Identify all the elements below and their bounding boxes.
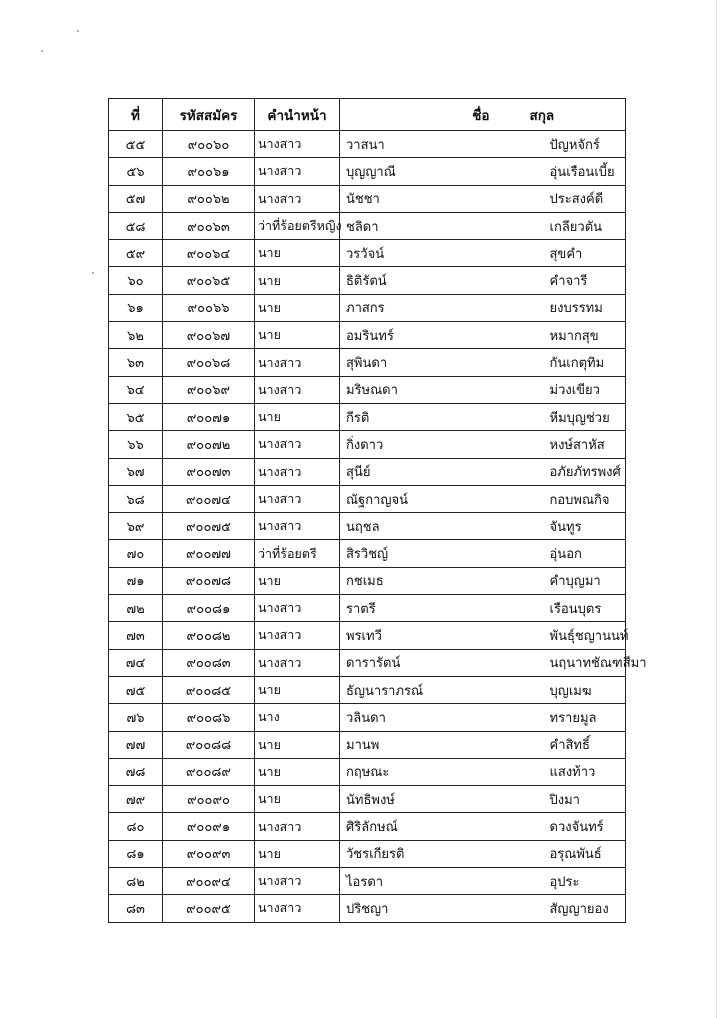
cell-no: ๕๗	[109, 185, 163, 212]
cell-code: ๙๐๐๘๑	[163, 595, 255, 622]
cell-prefix: นางสาว	[255, 458, 340, 485]
table-row	[109, 240, 626, 267]
cell-first-name: อมรินทร์	[340, 322, 490, 349]
table-row	[109, 895, 626, 922]
table-row	[109, 431, 626, 458]
cell-first-name: มริษณดา	[340, 376, 490, 403]
cell-first-name: วลินดา	[340, 704, 490, 731]
cell-no: ๗๔	[109, 649, 163, 676]
table-row	[109, 758, 626, 785]
cell-first-name: นัชชา	[340, 185, 490, 212]
cell-no: ๕๕	[109, 131, 163, 158]
cell-code: ๙๐๐๖๔	[163, 240, 255, 267]
scan-speck	[41, 50, 43, 52]
cell-last-name: คำจารี	[490, 267, 626, 294]
cell-no: ๖๑	[109, 294, 163, 321]
cell-last-name: ปัญหจักร์	[490, 131, 626, 158]
cell-no: ๗๐	[109, 540, 163, 567]
cell-no: ๖๗	[109, 458, 163, 485]
cell-no: ๖๕	[109, 403, 163, 430]
table-row	[109, 540, 626, 567]
cell-prefix: นางสาว	[255, 185, 340, 212]
cell-prefix: นาย	[255, 676, 340, 703]
cell-prefix: นางสาว	[255, 513, 340, 540]
cell-last-name: ยงบรรทม	[490, 294, 626, 321]
cell-prefix: นางสาว	[255, 349, 340, 376]
table-row	[109, 676, 626, 703]
cell-last-name: เรือนบุตร	[490, 595, 626, 622]
cell-first-name: สุพินดา	[340, 349, 490, 376]
table-row	[109, 376, 626, 403]
cell-first-name: ไอรดา	[340, 868, 490, 895]
cell-prefix: นางสาว	[255, 485, 340, 512]
cell-first-name: วาสนา	[340, 131, 490, 158]
cell-no: ๗๓	[109, 622, 163, 649]
cell-first-name: ชลิดา	[340, 212, 490, 239]
table-row	[109, 840, 626, 867]
cell-first-name: มานพ	[340, 731, 490, 758]
cell-prefix: นางสาว	[255, 131, 340, 158]
table-row	[109, 403, 626, 430]
cell-first-name: นัทธิพงษ์	[340, 786, 490, 813]
cell-first-name: ภาสกร	[340, 294, 490, 321]
cell-last-name: ประสงค์ดี	[490, 185, 626, 212]
table-row	[109, 595, 626, 622]
cell-no: ๘๓	[109, 895, 163, 922]
cell-no: ๘๒	[109, 868, 163, 895]
table-row	[109, 567, 626, 594]
cell-prefix: นางสาว	[255, 622, 340, 649]
cell-first-name: ธิติรัตน์	[340, 267, 490, 294]
cell-last-name: จันทูร	[490, 513, 626, 540]
cell-last-name: ทรายมูล	[490, 704, 626, 731]
cell-prefix: นาย	[255, 786, 340, 813]
cell-last-name: บุญเมฆ	[490, 676, 626, 703]
cell-code: ๙๐๐๘๘	[163, 731, 255, 758]
header-first-name: ชื่อ	[340, 99, 490, 131]
cell-no: ๖๖	[109, 431, 163, 458]
table-row	[109, 212, 626, 239]
table-row	[109, 786, 626, 813]
cell-prefix: ว่าที่ร้อยตรี	[255, 540, 340, 567]
cell-no: ๗๘	[109, 758, 163, 785]
cell-prefix: นางสาว	[255, 376, 340, 403]
cell-prefix: นางสาว	[255, 595, 340, 622]
table-row	[109, 322, 626, 349]
scan-speck	[77, 30, 79, 32]
cell-no: ๕๖	[109, 158, 163, 185]
cell-prefix: นาย	[255, 840, 340, 867]
table-row	[109, 513, 626, 540]
cell-last-name: ดวงจันทร์	[490, 813, 626, 840]
cell-code: ๙๐๐๖๐	[163, 131, 255, 158]
cell-code: ๙๐๐๗๔	[163, 485, 255, 512]
table-row	[109, 649, 626, 676]
cell-code: ๙๐๐๘๖	[163, 704, 255, 731]
cell-code: ๙๐๐๘๙	[163, 758, 255, 785]
cell-last-name: ปิงมา	[490, 786, 626, 813]
cell-last-name: อุ่นเรือนเบี้ย	[490, 158, 626, 185]
cell-code: ๙๐๐๖๙	[163, 376, 255, 403]
table-row	[109, 813, 626, 840]
cell-no: ๗๖	[109, 704, 163, 731]
cell-code: ๙๐๐๗๓	[163, 458, 255, 485]
cell-no: ๖๒	[109, 322, 163, 349]
cell-first-name: บุญญาณี	[340, 158, 490, 185]
cell-code: ๙๐๐๙๕	[163, 895, 255, 922]
cell-code: ๙๐๐๖๓	[163, 212, 255, 239]
header-last-name: สกุล	[490, 99, 626, 131]
cell-first-name: วรวัจน์	[340, 240, 490, 267]
cell-code: ๙๐๐๙๐	[163, 786, 255, 813]
cell-first-name: วัชรเกียรติ	[340, 840, 490, 867]
cell-prefix: นาย	[255, 267, 340, 294]
cell-prefix: นาง	[255, 704, 340, 731]
cell-code: ๙๐๐๗๑	[163, 403, 255, 430]
cell-code: ๙๐๐๙๔	[163, 868, 255, 895]
cell-prefix: นาย	[255, 758, 340, 785]
cell-last-name: สัญญายอง	[490, 895, 626, 922]
table-row	[109, 622, 626, 649]
table-row	[109, 294, 626, 321]
cell-no: ๖๓	[109, 349, 163, 376]
cell-code: ๙๐๐๖๖	[163, 294, 255, 321]
cell-code: ๙๐๐๖๘	[163, 349, 255, 376]
cell-code: ๙๐๐๙๓	[163, 840, 255, 867]
table-row	[109, 131, 626, 158]
cell-first-name: พรเทวี	[340, 622, 490, 649]
table-row	[109, 349, 626, 376]
cell-last-name: เกลียวตัน	[490, 212, 626, 239]
cell-first-name: ศิริลักษณ์	[340, 813, 490, 840]
table-row	[109, 185, 626, 212]
cell-last-name: กอบพณกิจ	[490, 485, 626, 512]
cell-first-name: ราตรี	[340, 595, 490, 622]
cell-no: ๖๘	[109, 485, 163, 512]
applicant-table-container	[108, 98, 647, 923]
cell-code: ๙๐๐๘๓	[163, 649, 255, 676]
scan-edge	[716, 0, 717, 1018]
table-row	[109, 267, 626, 294]
cell-last-name: คำบุญมา	[490, 567, 626, 594]
cell-last-name: พันธุ์ชญานนท์	[490, 622, 626, 649]
cell-code: ๙๐๐๖๒	[163, 185, 255, 212]
cell-first-name: กชเมธ	[340, 567, 490, 594]
cell-no: ๕๘	[109, 212, 163, 239]
cell-prefix: นางสาว	[255, 158, 340, 185]
cell-no: ๖๐	[109, 267, 163, 294]
cell-last-name: อุประ	[490, 868, 626, 895]
cell-prefix: นางสาว	[255, 431, 340, 458]
cell-first-name: นฤชล	[340, 513, 490, 540]
header-code: รหัสสมัคร	[163, 99, 255, 131]
scan-speck	[92, 272, 94, 274]
cell-prefix: นาย	[255, 322, 340, 349]
cell-last-name: นฤนาทชัณฑสีมา	[490, 649, 626, 676]
cell-prefix: นาย	[255, 403, 340, 430]
cell-first-name: ณัฐกาญจน์	[340, 485, 490, 512]
cell-prefix: นางสาว	[255, 868, 340, 895]
cell-last-name: หีมบุญช่วย	[490, 403, 626, 430]
table-body	[109, 131, 647, 923]
applicant-table	[108, 98, 647, 923]
cell-code: ๙๐๐๗๘	[163, 567, 255, 594]
cell-last-name: อรุณพันธ์	[490, 840, 626, 867]
cell-no: ๗๗	[109, 731, 163, 758]
table-row	[109, 704, 626, 731]
cell-no: ๗๕	[109, 676, 163, 703]
cell-no: ๘๐	[109, 813, 163, 840]
header-prefix: คำนำหน้า	[255, 99, 340, 131]
cell-first-name: กิ่งดาว	[340, 431, 490, 458]
cell-last-name: คำสิทธิ์	[490, 731, 626, 758]
cell-first-name: ปริชญา	[340, 895, 490, 922]
cell-code: ๙๐๐๖๗	[163, 322, 255, 349]
cell-prefix: นาย	[255, 294, 340, 321]
cell-no: ๖๔	[109, 376, 163, 403]
cell-no: ๖๙	[109, 513, 163, 540]
cell-last-name: อภัยภัทรพงศ์	[490, 458, 626, 485]
table-row	[109, 731, 626, 758]
cell-prefix: นาย	[255, 567, 340, 594]
cell-prefix: นาย	[255, 731, 340, 758]
cell-last-name: กันเกตุทิม	[490, 349, 626, 376]
cell-code: ๙๐๐๖๕	[163, 267, 255, 294]
table-row	[109, 158, 626, 185]
cell-prefix: นางสาว	[255, 649, 340, 676]
cell-code: ๙๐๐๘๒	[163, 622, 255, 649]
cell-first-name: กีรติ	[340, 403, 490, 430]
cell-last-name: ม่วงเขียว	[490, 376, 626, 403]
cell-prefix: นาย	[255, 240, 340, 267]
table-row	[109, 868, 626, 895]
cell-prefix: นางสาว	[255, 813, 340, 840]
cell-prefix: ว่าที่ร้อยตรีหญิง	[255, 212, 340, 239]
cell-code: ๙๐๐๗๒	[163, 431, 255, 458]
cell-first-name: ธัญนาราภรณ์	[340, 676, 490, 703]
cell-last-name: หงษ์สาหัส	[490, 431, 626, 458]
cell-no: ๗๒	[109, 595, 163, 622]
cell-first-name: ดารารัตน์	[340, 649, 490, 676]
cell-last-name: หมากสุข	[490, 322, 626, 349]
cell-prefix: นางสาว	[255, 895, 340, 922]
cell-code: ๙๐๐๗๕	[163, 513, 255, 540]
table-header-row	[109, 99, 626, 131]
cell-code: ๙๐๐๗๗	[163, 540, 255, 567]
cell-no: ๗๑	[109, 567, 163, 594]
header-no: ที่	[109, 99, 163, 131]
table-row	[109, 458, 626, 485]
cell-last-name: แสงท้าว	[490, 758, 626, 785]
cell-code: ๙๐๐๙๑	[163, 813, 255, 840]
cell-no: ๗๙	[109, 786, 163, 813]
cell-no: ๘๑	[109, 840, 163, 867]
cell-code: ๙๐๐๘๕	[163, 676, 255, 703]
cell-first-name: กฤษณะ	[340, 758, 490, 785]
cell-first-name: สุนีย์	[340, 458, 490, 485]
cell-last-name: สุขคำ	[490, 240, 626, 267]
cell-code: ๙๐๐๖๑	[163, 158, 255, 185]
table-row	[109, 485, 626, 512]
cell-last-name: อุ่นอก	[490, 540, 626, 567]
cell-first-name: สิรวิชญ์	[340, 540, 490, 567]
cell-no: ๕๙	[109, 240, 163, 267]
